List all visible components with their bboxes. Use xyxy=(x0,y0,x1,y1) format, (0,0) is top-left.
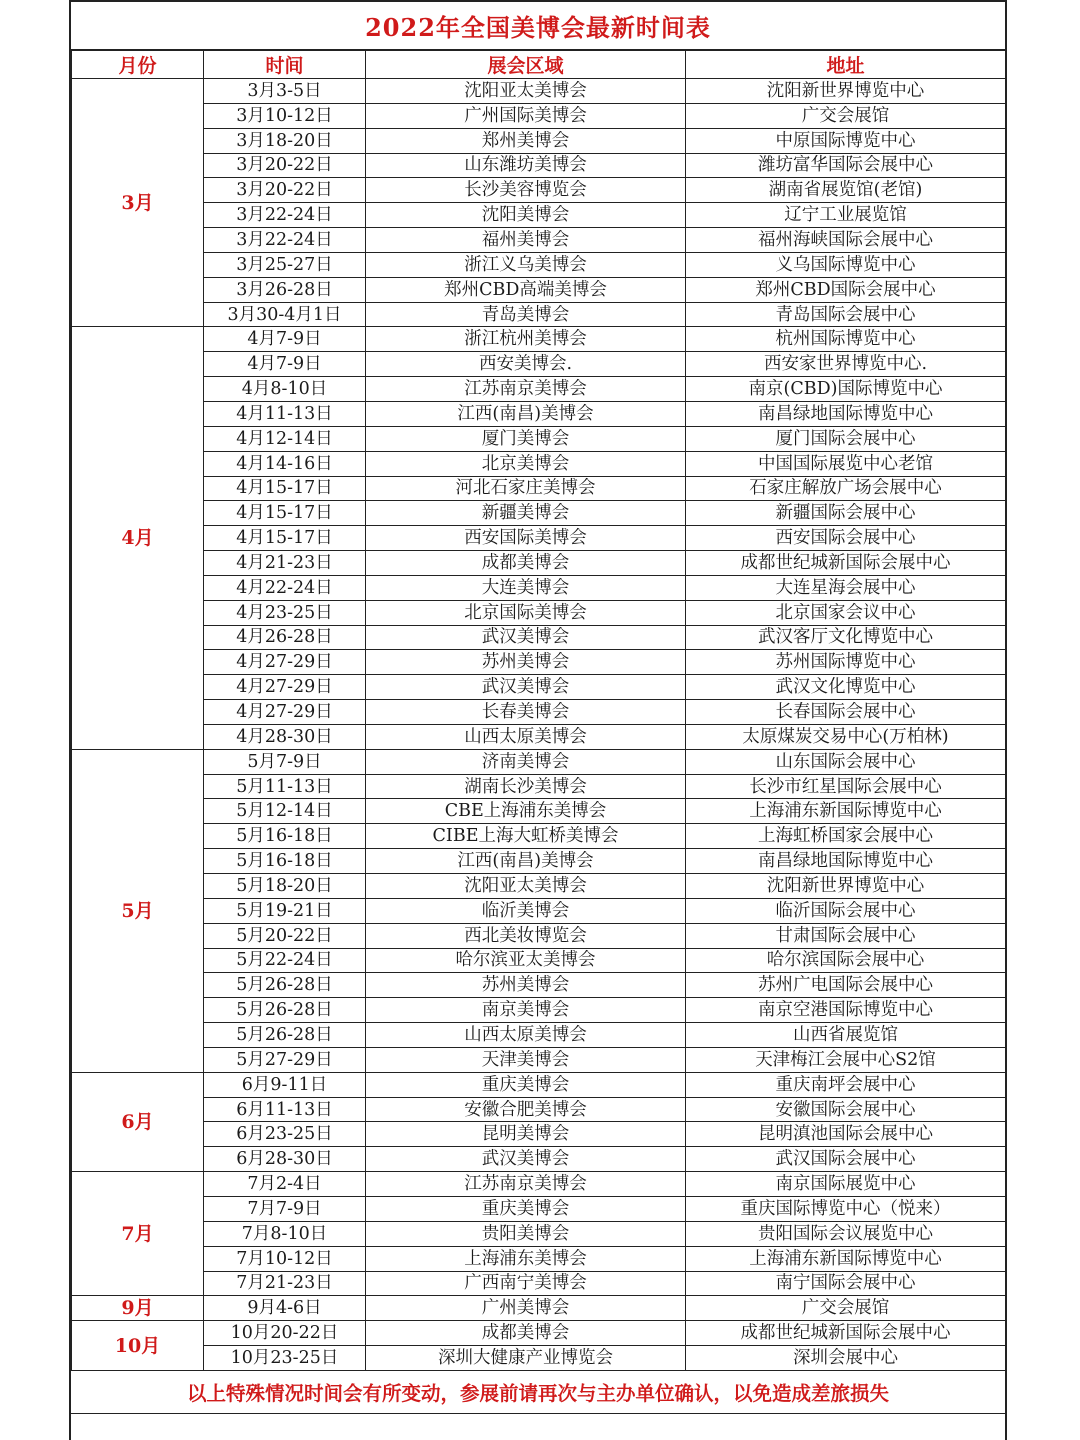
venue-cell: 新疆国际会展中心 xyxy=(686,501,1006,526)
date-cell: 5月19-21日 xyxy=(204,898,366,923)
date-cell: 3月20-22日 xyxy=(204,178,366,203)
venue-cell: 重庆南坪会展中心 xyxy=(686,1072,1006,1097)
table-row xyxy=(72,377,1006,402)
expo-cell: 苏州美博会 xyxy=(366,973,686,998)
month-cell: 5月 xyxy=(72,749,204,1072)
month-cell: 7月 xyxy=(72,1172,204,1296)
expo-cell: 沈阳亚太美博会 xyxy=(366,874,686,899)
table-row xyxy=(72,600,1006,625)
date-cell: 5月18-20日 xyxy=(204,874,366,899)
venue-cell: 武汉文化博览中心 xyxy=(686,675,1006,700)
date-cell: 4月22-24日 xyxy=(204,575,366,600)
venue-cell: 郑州CBD国际会展中心 xyxy=(686,277,1006,302)
expo-cell: 青岛美博会 xyxy=(366,302,686,327)
table-row xyxy=(72,625,1006,650)
date-cell: 6月23-25日 xyxy=(204,1122,366,1147)
table-row xyxy=(72,79,1006,104)
expo-cell: 成都美博会 xyxy=(366,1321,686,1346)
date-cell: 7月21-23日 xyxy=(204,1271,366,1296)
table-row xyxy=(72,923,1006,948)
table-row xyxy=(72,700,1006,725)
expo-cell: 新疆美博会 xyxy=(366,501,686,526)
date-cell: 4月27-29日 xyxy=(204,700,366,725)
table-row xyxy=(72,277,1006,302)
expo-cell: 江苏南京美博会 xyxy=(366,1172,686,1197)
venue-cell: 甘肃国际会展中心 xyxy=(686,923,1006,948)
venue-cell: 湖南省展览馆(老馆) xyxy=(686,178,1006,203)
table-row xyxy=(72,1172,1006,1197)
date-cell: 7月7-9日 xyxy=(204,1196,366,1221)
table-row xyxy=(72,203,1006,228)
month-cell: 9月 xyxy=(72,1296,204,1321)
date-cell: 3月10-12日 xyxy=(204,103,366,128)
date-cell: 5月26-28日 xyxy=(204,973,366,998)
table-row xyxy=(72,1023,1006,1048)
table-row xyxy=(72,103,1006,128)
venue-cell: 苏州国际博览中心 xyxy=(686,650,1006,675)
schedule-table xyxy=(71,50,1006,1371)
table-row xyxy=(72,973,1006,998)
date-cell: 4月28-30日 xyxy=(204,724,366,749)
date-cell: 7月10-12日 xyxy=(204,1246,366,1271)
table-row xyxy=(72,1097,1006,1122)
table-row xyxy=(72,526,1006,551)
venue-cell: 中原国际博览中心 xyxy=(686,128,1006,153)
table-row xyxy=(72,898,1006,923)
expo-cell: 湖南长沙美博会 xyxy=(366,774,686,799)
date-cell: 4月7-9日 xyxy=(204,327,366,352)
venue-cell: 安徽国际会展中心 xyxy=(686,1097,1006,1122)
date-cell: 5月27-29日 xyxy=(204,1047,366,1072)
expo-cell: 北京美博会 xyxy=(366,451,686,476)
venue-cell: 南昌绿地国际博览中心 xyxy=(686,849,1006,874)
venue-cell: 杭州国际博览中心 xyxy=(686,327,1006,352)
venue-cell: 长春国际会展中心 xyxy=(686,700,1006,725)
date-cell: 6月11-13日 xyxy=(204,1097,366,1122)
expo-cell: 长沙美容博览会 xyxy=(366,178,686,203)
expo-cell: 大连美博会 xyxy=(366,575,686,600)
venue-cell: 上海浦东新国际博览中心 xyxy=(686,799,1006,824)
expo-cell: 上海浦东美博会 xyxy=(366,1246,686,1271)
venue-cell: 南京(CBD)国际博览中心 xyxy=(686,377,1006,402)
venue-cell: 天津梅江会展中心S2馆 xyxy=(686,1047,1006,1072)
table-row xyxy=(72,352,1006,377)
expo-cell: 哈尔滨亚太美博会 xyxy=(366,948,686,973)
date-cell: 3月18-20日 xyxy=(204,128,366,153)
venue-cell: 沈阳新世界博览中心 xyxy=(686,79,1006,104)
table-row xyxy=(72,824,1006,849)
expo-cell: 济南美博会 xyxy=(366,749,686,774)
venue-cell: 西安国际会展中心 xyxy=(686,526,1006,551)
date-cell: 4月11-13日 xyxy=(204,401,366,426)
column-header-expo: 展会区域 xyxy=(366,51,686,79)
date-cell: 4月15-17日 xyxy=(204,501,366,526)
table-row xyxy=(72,998,1006,1023)
table-row xyxy=(72,178,1006,203)
date-cell: 3月20-22日 xyxy=(204,153,366,178)
venue-cell: 太原煤炭交易中心(万柏林) xyxy=(686,724,1006,749)
venue-cell: 临沂国际会展中心 xyxy=(686,898,1006,923)
expo-cell: 安徽合肥美博会 xyxy=(366,1097,686,1122)
expo-cell: 福州美博会 xyxy=(366,228,686,253)
date-cell: 4月15-17日 xyxy=(204,526,366,551)
expo-cell: 西安国际美博会 xyxy=(366,526,686,551)
table-row xyxy=(72,252,1006,277)
venue-cell: 辽宁工业展览馆 xyxy=(686,203,1006,228)
expo-cell: 武汉美博会 xyxy=(366,625,686,650)
table-row xyxy=(72,302,1006,327)
expo-cell: 西安美博会. xyxy=(366,352,686,377)
venue-cell: 广交会展馆 xyxy=(686,103,1006,128)
table-row xyxy=(72,1271,1006,1296)
page-title: 2022年全国美博会最新时间表 xyxy=(71,0,1005,50)
date-cell: 5月26-28日 xyxy=(204,998,366,1023)
table-row xyxy=(72,426,1006,451)
date-cell: 5月26-28日 xyxy=(204,1023,366,1048)
column-header-venue: 地址 xyxy=(686,51,1006,79)
expo-cell: 广西南宁美博会 xyxy=(366,1271,686,1296)
table-row xyxy=(72,153,1006,178)
expo-cell: 昆明美博会 xyxy=(366,1122,686,1147)
table-row xyxy=(72,650,1006,675)
expo-cell: 沈阳美博会 xyxy=(366,203,686,228)
venue-cell: 南昌绿地国际博览中心 xyxy=(686,401,1006,426)
venue-cell: 大连星海会展中心 xyxy=(686,575,1006,600)
venue-cell: 厦门国际会展中心 xyxy=(686,426,1006,451)
date-cell: 4月27-29日 xyxy=(204,650,366,675)
table-row xyxy=(72,575,1006,600)
expo-cell: CIBE上海大虹桥美博会 xyxy=(366,824,686,849)
expo-cell: 浙江杭州美博会 xyxy=(366,327,686,352)
date-cell: 5月7-9日 xyxy=(204,749,366,774)
table-row xyxy=(72,128,1006,153)
expo-cell: 贵阳美博会 xyxy=(366,1221,686,1246)
expo-cell: 江西(南昌)美博会 xyxy=(366,401,686,426)
table-row xyxy=(72,774,1006,799)
date-cell: 4月15-17日 xyxy=(204,476,366,501)
venue-cell: 西安家世界博览中心. xyxy=(686,352,1006,377)
date-cell: 3月30-4月1日 xyxy=(204,302,366,327)
venue-cell: 义乌国际博览中心 xyxy=(686,252,1006,277)
table-row xyxy=(72,799,1006,824)
table-row xyxy=(72,675,1006,700)
venue-cell: 青岛国际会展中心 xyxy=(686,302,1006,327)
date-cell: 5月11-13日 xyxy=(204,774,366,799)
venue-cell: 潍坊富华国际会展中心 xyxy=(686,153,1006,178)
table-row xyxy=(72,724,1006,749)
table-row xyxy=(72,451,1006,476)
venue-cell: 哈尔滨国际会展中心 xyxy=(686,948,1006,973)
venue-cell: 上海虹桥国家会展中心 xyxy=(686,824,1006,849)
footer-notice: 以上特殊情况时间会有所变动，参展前请再次与主办单位确认，以免造成差旅损失 xyxy=(71,1370,1005,1414)
date-cell: 4月23-25日 xyxy=(204,600,366,625)
date-cell: 6月28-30日 xyxy=(204,1147,366,1172)
venue-cell: 中国国际展览中心老馆 xyxy=(686,451,1006,476)
date-cell: 4月27-29日 xyxy=(204,675,366,700)
expo-cell: 重庆美博会 xyxy=(366,1072,686,1097)
date-cell: 3月25-27日 xyxy=(204,252,366,277)
date-cell: 4月12-14日 xyxy=(204,426,366,451)
header-row xyxy=(72,51,1006,79)
expo-cell: 北京国际美博会 xyxy=(366,600,686,625)
venue-cell: 苏州广电国际会展中心 xyxy=(686,973,1006,998)
venue-cell: 广交会展馆 xyxy=(686,1296,1006,1321)
table-row xyxy=(72,476,1006,501)
expo-cell: 成都美博会 xyxy=(366,551,686,576)
date-cell: 3月22-24日 xyxy=(204,203,366,228)
date-cell: 4月7-9日 xyxy=(204,352,366,377)
expo-cell: 浙江义乌美博会 xyxy=(366,252,686,277)
expo-cell: 长春美博会 xyxy=(366,700,686,725)
table-row xyxy=(72,1072,1006,1097)
expo-cell: 沈阳亚太美博会 xyxy=(366,79,686,104)
expo-cell: 广州国际美博会 xyxy=(366,103,686,128)
expo-cell: 河北石家庄美博会 xyxy=(366,476,686,501)
table-row xyxy=(72,1047,1006,1072)
venue-cell: 山西省展览馆 xyxy=(686,1023,1006,1048)
venue-cell: 成都世纪城新国际会展中心 xyxy=(686,1321,1006,1346)
date-cell: 3月22-24日 xyxy=(204,228,366,253)
table-row xyxy=(72,1321,1006,1346)
date-cell: 9月4-6日 xyxy=(204,1296,366,1321)
expo-cell: CBE上海浦东美博会 xyxy=(366,799,686,824)
expo-cell: 江西(南昌)美博会 xyxy=(366,849,686,874)
date-cell: 4月21-23日 xyxy=(204,551,366,576)
venue-cell: 重庆国际博览中心（悦来） xyxy=(686,1196,1006,1221)
venue-cell: 福州海峡国际会展中心 xyxy=(686,228,1006,253)
expo-cell: 苏州美博会 xyxy=(366,650,686,675)
date-cell: 10月20-22日 xyxy=(204,1321,366,1346)
expo-cell: 临沂美博会 xyxy=(366,898,686,923)
table-row xyxy=(72,1147,1006,1172)
expo-cell: 郑州美博会 xyxy=(366,128,686,153)
date-cell: 4月14-16日 xyxy=(204,451,366,476)
table-row xyxy=(72,1196,1006,1221)
table-row xyxy=(72,849,1006,874)
expo-cell: 山东潍坊美博会 xyxy=(366,153,686,178)
date-cell: 6月9-11日 xyxy=(204,1072,366,1097)
date-cell: 5月16-18日 xyxy=(204,849,366,874)
date-cell: 3月26-28日 xyxy=(204,277,366,302)
table-row xyxy=(72,501,1006,526)
column-header-date: 时间 xyxy=(204,51,366,79)
table-row xyxy=(72,1221,1006,1246)
date-cell: 5月22-24日 xyxy=(204,948,366,973)
month-cell: 3月 xyxy=(72,79,204,327)
table-row xyxy=(72,1246,1006,1271)
venue-cell: 南京空港国际博览中心 xyxy=(686,998,1006,1023)
expo-cell: 江苏南京美博会 xyxy=(366,377,686,402)
venue-cell: 深圳会展中心 xyxy=(686,1346,1006,1371)
date-cell: 5月16-18日 xyxy=(204,824,366,849)
table-row xyxy=(72,874,1006,899)
expo-cell: 重庆美博会 xyxy=(366,1196,686,1221)
date-cell: 5月20-22日 xyxy=(204,923,366,948)
date-cell: 3月3-5日 xyxy=(204,79,366,104)
table-row xyxy=(72,551,1006,576)
month-cell: 10月 xyxy=(72,1321,204,1371)
date-cell: 7月8-10日 xyxy=(204,1221,366,1246)
expo-cell: 深圳大健康产业博览会 xyxy=(366,1346,686,1371)
expo-cell: 西北美妆博览会 xyxy=(366,923,686,948)
month-cell: 6月 xyxy=(72,1072,204,1171)
venue-cell: 石家庄解放广场会展中心 xyxy=(686,476,1006,501)
table-row xyxy=(72,1296,1006,1321)
expo-cell: 南京美博会 xyxy=(366,998,686,1023)
expo-cell: 武汉美博会 xyxy=(366,675,686,700)
month-cell: 4月 xyxy=(72,327,204,749)
expo-cell: 山西太原美博会 xyxy=(366,724,686,749)
date-cell: 5月12-14日 xyxy=(204,799,366,824)
venue-cell: 北京国家会议中心 xyxy=(686,600,1006,625)
table-row xyxy=(72,228,1006,253)
table-row xyxy=(72,948,1006,973)
schedule-body xyxy=(72,79,1006,1371)
expo-cell: 天津美博会 xyxy=(366,1047,686,1072)
date-cell: 4月26-28日 xyxy=(204,625,366,650)
venue-cell: 昆明滇池国际会展中心 xyxy=(686,1122,1006,1147)
schedule-sheet xyxy=(69,0,1007,1440)
expo-cell: 厦门美博会 xyxy=(366,426,686,451)
table-row xyxy=(72,327,1006,352)
venue-cell: 武汉国际会展中心 xyxy=(686,1147,1006,1172)
table-row xyxy=(72,749,1006,774)
column-header-month: 月份 xyxy=(72,51,204,79)
date-cell: 4月8-10日 xyxy=(204,377,366,402)
venue-cell: 成都世纪城新国际会展中心 xyxy=(686,551,1006,576)
table-row xyxy=(72,1122,1006,1147)
venue-cell: 贵阳国际会议展览中心 xyxy=(686,1221,1006,1246)
venue-cell: 南京国际展览中心 xyxy=(686,1172,1006,1197)
expo-cell: 山西太原美博会 xyxy=(366,1023,686,1048)
expo-cell: 郑州CBD高端美博会 xyxy=(366,277,686,302)
date-cell: 7月2-4日 xyxy=(204,1172,366,1197)
venue-cell: 长沙市红星国际会展中心 xyxy=(686,774,1006,799)
venue-cell: 南宁国际会展中心 xyxy=(686,1271,1006,1296)
table-row xyxy=(72,1346,1006,1371)
venue-cell: 沈阳新世界博览中心 xyxy=(686,874,1006,899)
expo-cell: 武汉美博会 xyxy=(366,1147,686,1172)
date-cell: 10月23-25日 xyxy=(204,1346,366,1371)
venue-cell: 上海浦东新国际博览中心 xyxy=(686,1246,1006,1271)
venue-cell: 武汉客厅文化博览中心 xyxy=(686,625,1006,650)
venue-cell: 山东国际会展中心 xyxy=(686,749,1006,774)
table-row xyxy=(72,401,1006,426)
expo-cell: 广州美博会 xyxy=(366,1296,686,1321)
